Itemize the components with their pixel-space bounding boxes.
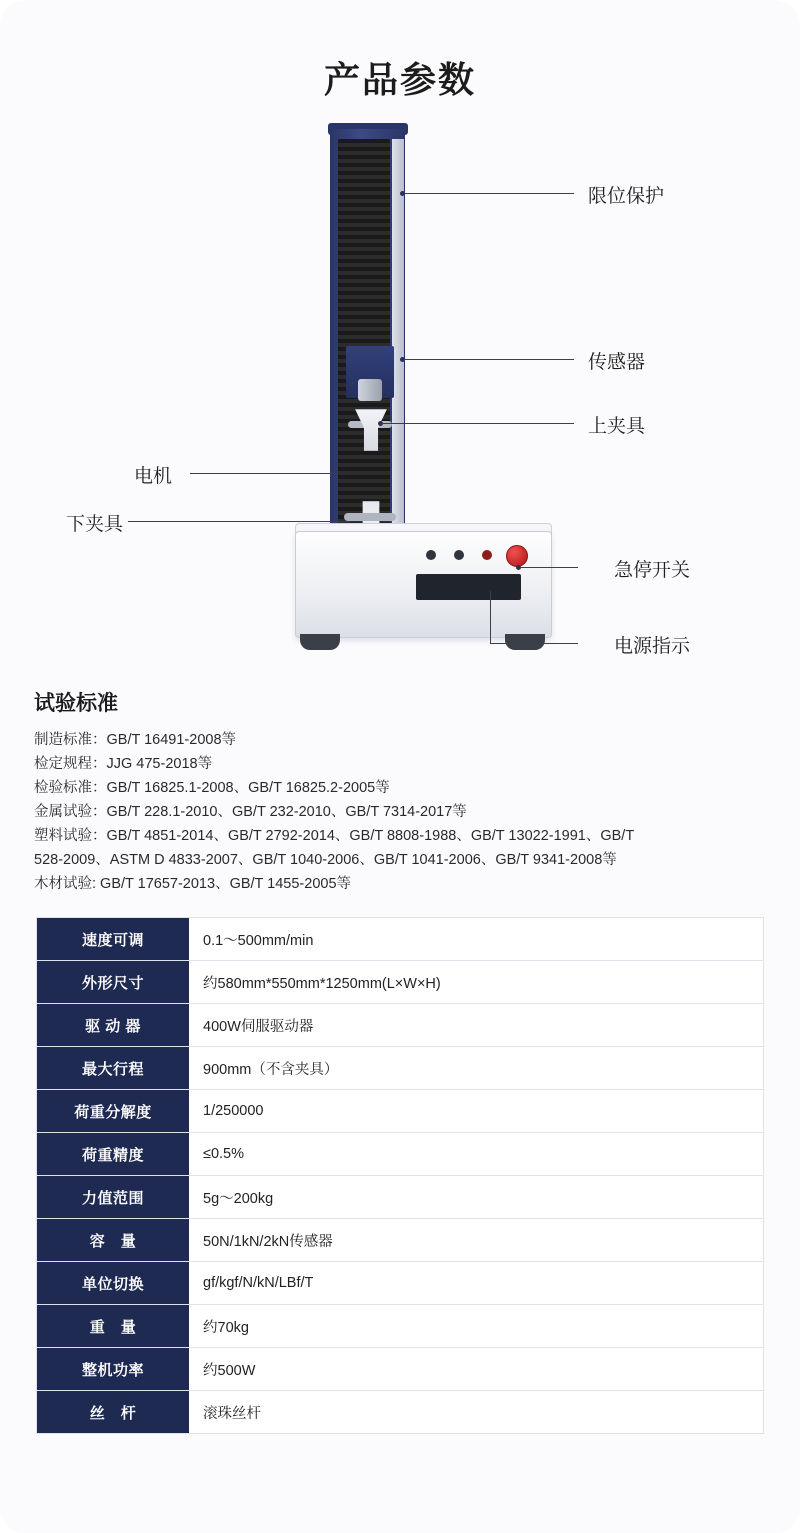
spec-value: 50N/1kN/2kN传感器 [203,1233,333,1250]
callout-leader [520,567,578,568]
spec-label: 驱 动 器 [37,1004,189,1046]
spec-label: 速度可调 [37,918,189,960]
base-slot [416,574,521,600]
spec-value: 0.1～500mm/min [203,932,314,949]
column-rail [392,139,404,544]
callout-upper-grip: 上夹具 [588,416,646,437]
machine-base [295,531,552,638]
callout-leader [128,521,350,522]
table-row [37,1262,763,1305]
spec-label: 丝 杆 [37,1391,189,1433]
machine-foot [505,634,545,650]
test-standards-section [0,681,800,895]
spec-value: 约580mm*550mm*1250mm(L×W×H) [203,975,441,992]
standard-line: 检定规程：JJG 475-2018等 [34,756,213,772]
table-row [37,1176,763,1219]
spec-label: 重 量 [37,1305,189,1347]
callout-leader [404,359,574,360]
power-indicator-icon [482,550,492,560]
control-panel [416,542,546,566]
table-row [37,1090,763,1133]
table-row [37,961,763,1004]
table-row [37,1391,763,1434]
standard-line: 塑料试验：GB/T 4851-2014、GB/T 2792-2014、GB/T 8808-1988、GB/T 13022-1991、GB/T [34,828,635,844]
machine-foot [300,634,340,650]
spec-label: 荷重分解度 [37,1090,189,1132]
table-row [37,1133,763,1176]
machine-diagram [0,121,800,681]
callout-leader [490,643,578,644]
callout-power-indicator: 电源指示 [614,636,691,657]
callout-limit-protection: 限位保护 [588,186,665,207]
spec-label: 力值范围 [37,1176,189,1218]
spec-label: 容 量 [37,1219,189,1261]
spec-label: 单位切换 [37,1262,189,1304]
emergency-stop-icon [506,545,528,567]
callout-leader [404,193,574,194]
callout-sensor: 传感器 [588,352,646,373]
spec-value: 滚珠丝杆 [203,1405,261,1422]
column-bellows [338,139,390,544]
spec-value: 5g～200kg [203,1190,274,1207]
table-row [37,1348,763,1391]
spec-value: 约70kg [203,1319,249,1336]
spec-value: ≤0.5% [203,1146,245,1162]
table-row [37,1004,763,1047]
spec-value: 400W伺服驱动器 [203,1018,314,1035]
standard-line: 木材试验: GB/T 17657-2013、GB/T 1455-2005等 [34,876,352,892]
spec-value: 1/250000 [203,1103,264,1119]
spec-value: 900mm（不含夹具） [203,1061,339,1078]
sensor-cylinder [358,379,382,401]
spec-value: gf/kgf/N/kN/LBf/T [203,1275,314,1291]
page-title: 产品参数 [323,59,476,100]
standards-heading: 试验标准 [34,692,118,715]
table-row [37,918,763,961]
specifications-table [36,917,764,1434]
table-row [37,1219,763,1262]
lower-grip-pin [344,513,396,521]
standard-line: 金属试验：GB/T 228.1-2010、GB/T 232-2010、GB/T 7314-2017等 [34,804,467,820]
callout-motor: 电机 [134,466,173,487]
panel-knob-icon [426,550,436,560]
standard-line: 检验标准：GB/T 16825.1-2008、GB/T 16825.2-2005等 [34,780,390,796]
callout-lower-grip: 下夹具 [66,514,124,535]
callout-leader [190,473,338,474]
standard-line: 528-2009、ASTM D 4833-2007、GB/T 1040-2006、GB/T 1041-2006、GB/T 9341-2008等 [34,852,617,868]
table-row [37,1047,763,1090]
spec-label: 最大行程 [37,1047,189,1089]
spec-label: 外形尺寸 [37,961,189,1003]
callout-leader-vertical [490,591,491,644]
table-row [37,1305,763,1348]
spec-label: 荷重精度 [37,1133,189,1175]
standard-line: 制造标准：GB/T 16491-2008等 [34,732,237,748]
spec-value: 约500W [203,1362,256,1379]
panel-knob-icon [454,550,464,560]
callout-leader [382,423,574,424]
callout-emergency-stop: 急停开关 [614,560,691,581]
spec-label: 整机功率 [37,1348,189,1390]
